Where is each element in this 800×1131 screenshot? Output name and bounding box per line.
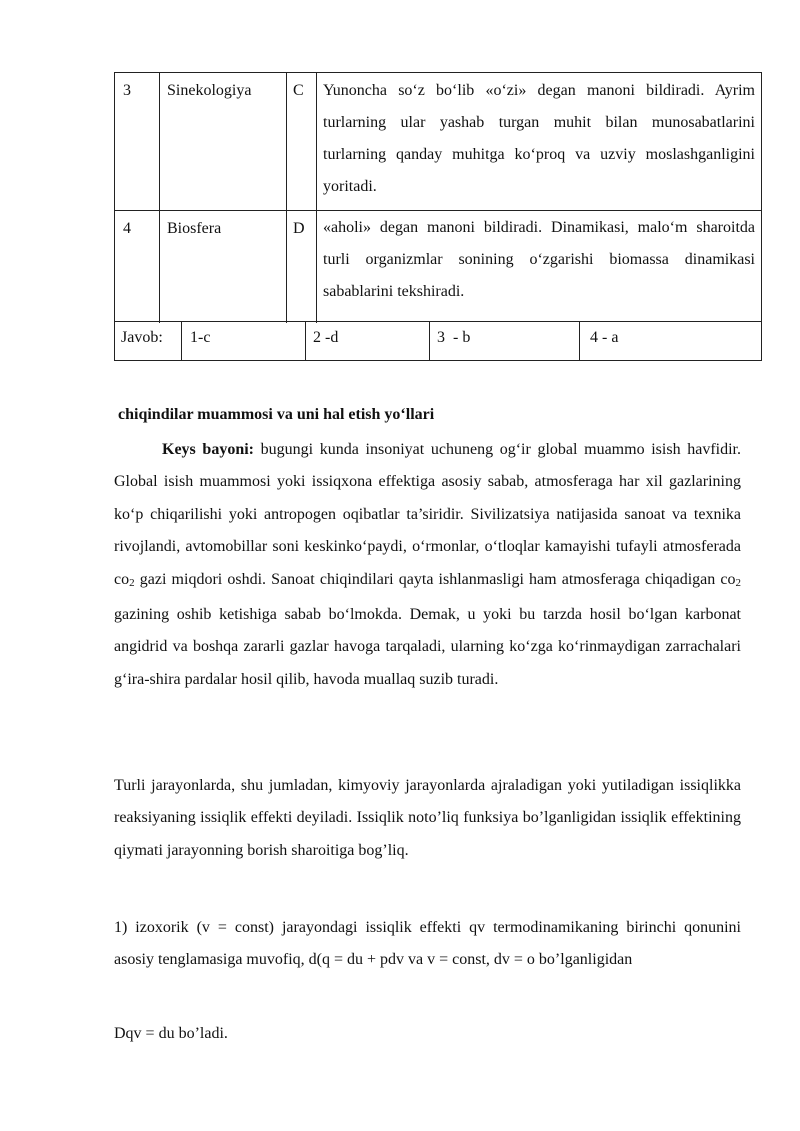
answer-item: 2 -d: [313, 329, 339, 346]
row-term: Sinekologiya: [167, 82, 252, 99]
col-divider: [316, 73, 317, 323]
case-label: Keys bayoni:: [162, 441, 255, 458]
row-letter: D: [293, 220, 305, 237]
table-body: [114, 72, 762, 322]
row-divider: [115, 210, 761, 211]
col-divider: [159, 73, 160, 323]
row-description: «aholi» degan manoni bildiradi. Dinamikasi, malo‘m sharoitda turli organizmlar sonining o‘zgarishi biomassa dinamikasi sabablarini tekshiradi.: [323, 219, 755, 300]
col-divider: [429, 322, 430, 360]
subscript: 2: [735, 576, 741, 589]
section-heading: chiqindilar muammosi va uni hal etish yo‘llari: [118, 406, 435, 423]
row-number: 3: [123, 82, 131, 99]
row-term: Biosfera: [167, 220, 222, 237]
answer-label: Javob:: [121, 329, 163, 346]
case-text: gazining oshib ketishiga sabab bo‘lmokda. Demak, u yoki bu tarzda hosil bo‘lgan karbonat angidrid va boshqa zararli gazlar havoga tarqaladi, ularning ko‘zga ko‘rinmaydigan zarrachalari g‘ira-shira pardalar hosil qilib, havoda muallaq suzib turadi.: [114, 606, 741, 688]
col-divider: [579, 322, 580, 360]
row-letter: C: [293, 82, 304, 99]
row-description: Yunoncha so‘z bo‘lib «o‘zi» degan manoni bildiradi. Ayrim turlarning ular yashab turgan muhit bilan munosabatlarini turlarning qanday muhitga ko‘proq va uzviy moslashganligini yoritadi.: [323, 82, 755, 195]
body-paragraph: 1) izoxorik (v = const) jarayondagi issiqlik effekti qv termodinamikaning birinchi qonunini asosiy tenglamasiga muvofiq, d(q = du + pdv va v = const, dv = o bo’lganligidan: [114, 919, 741, 969]
answer-item: 3 - b: [437, 329, 471, 346]
answer-item: 1-c: [190, 329, 211, 346]
case-paragraph: [114, 434, 741, 696]
body-paragraph: Turli jarayonlarda, shu jumladan, kimyoviy jarayonlarda ajraladigan yoki yutiladigan issiqlikka reaksiyaning issiqlik effekti deyiladi. Issiqlik noto’liq funksiya bo’lganligidan issiqlik effektining qiymati jarayonning borish sharoitiga bog’liq.: [114, 777, 741, 859]
answer-item: 4 - a: [590, 329, 619, 346]
case-text: gazi miqdori oshdi. Sanoat chiqindilari qayta ishlanmasligi ham atmosferaga chiqadigan co: [134, 570, 736, 588]
col-divider: [181, 322, 182, 360]
terms-table: [114, 72, 762, 361]
col-divider: [305, 322, 306, 360]
case-text: bugungi kunda insoniyat uchuneng og‘ir global muammo isish havfidir. Global isish muammosi yoki issiqxona effektiga asosiy sabab, atmosferaga har xil gazlarining ko‘p chiqarilishi yoki antropogen oqibatlar ta’siridir. Sivilizatsiya natijasida sanoat va texnika rivojlandi, avtomobillar soni keskinko‘paydi, o‘rmonlar, o‘tloqlar kamayishi tufayli atmosferada co: [114, 441, 742, 588]
subscript: 2: [129, 576, 135, 589]
col-divider: [286, 73, 287, 323]
row-number: 4: [123, 220, 131, 237]
answer-row: [114, 321, 762, 361]
body-paragraph: Dqv = du bo’ladi.: [114, 1025, 228, 1042]
